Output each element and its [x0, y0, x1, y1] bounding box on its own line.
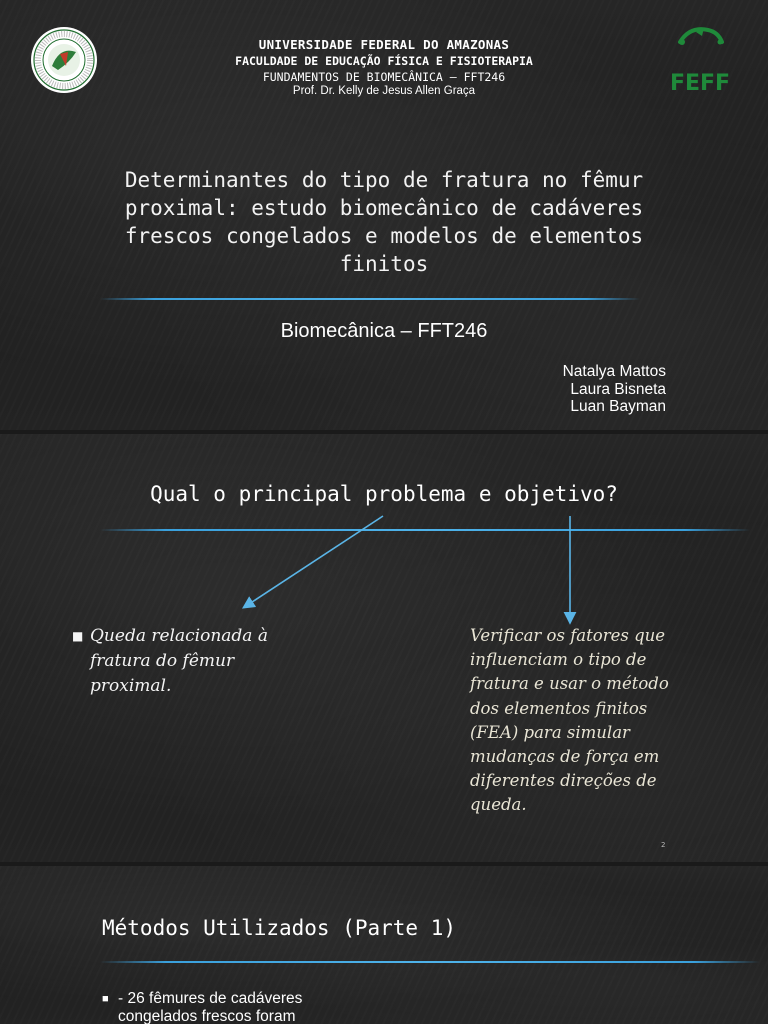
objective-text: Verificar os fatores que influenciam o tipo de fratura e usar o método dos elementos finitos (FEA) para simular mudanças de força em diferentes direções de queda.: [470, 626, 669, 815]
faculty-name: FACULDADE DE EDUCAÇÃO FÍSICA E FISIOTERAPIA: [235, 54, 533, 68]
bullet-marker: ■: [72, 629, 84, 643]
presentation-title: Determinantes do tipo de fratura no fêmur proximal: estudo biomecânico de cadáveres frescos congelados e modelos de elementos finitos: [124, 168, 644, 276]
slide-title: Métodos Utilizados (Parte 1): [102, 916, 457, 940]
methods-text: - 26 fêmures de cadáveres congelados frescos foram: [118, 990, 303, 1024]
authors-list: [563, 363, 666, 416]
author-name: Natalya Mattos: [562, 363, 666, 380]
problem-objective-slide: [0, 434, 768, 862]
feff-logo: [668, 22, 732, 102]
author-name: Luan Bayman: [570, 398, 666, 415]
problem-text: Queda relacionada à fratura do fêmur proximal.: [90, 626, 268, 696]
slide-title: Qual o principal problema e objetivo?: [150, 482, 618, 506]
arrow-to-problem: [246, 516, 383, 606]
methods-slide: [0, 866, 768, 1024]
problem-bullet: [72, 624, 292, 699]
page-number: 2: [661, 841, 666, 849]
title-slide: [0, 0, 768, 430]
university-name: UNIVERSIDADE FEDERAL DO AMAZONAS: [258, 37, 510, 52]
bullet-marker: ■: [102, 993, 109, 1005]
title-divider: [100, 961, 760, 963]
professor-name: Prof. Dr. Kelly de Jesus Allen Graça: [292, 85, 476, 97]
course-name: FUNDAMENTOS DE BIOMECÂNICA – FFT246: [262, 70, 506, 84]
methods-bullet: [102, 990, 362, 1024]
feff-logo-text: FEFF: [669, 71, 731, 96]
title-divider: [100, 298, 640, 300]
presentation-subtitle: Biomecânica – FFT246: [280, 320, 488, 342]
author-name: Laura Bisneta: [570, 380, 666, 398]
